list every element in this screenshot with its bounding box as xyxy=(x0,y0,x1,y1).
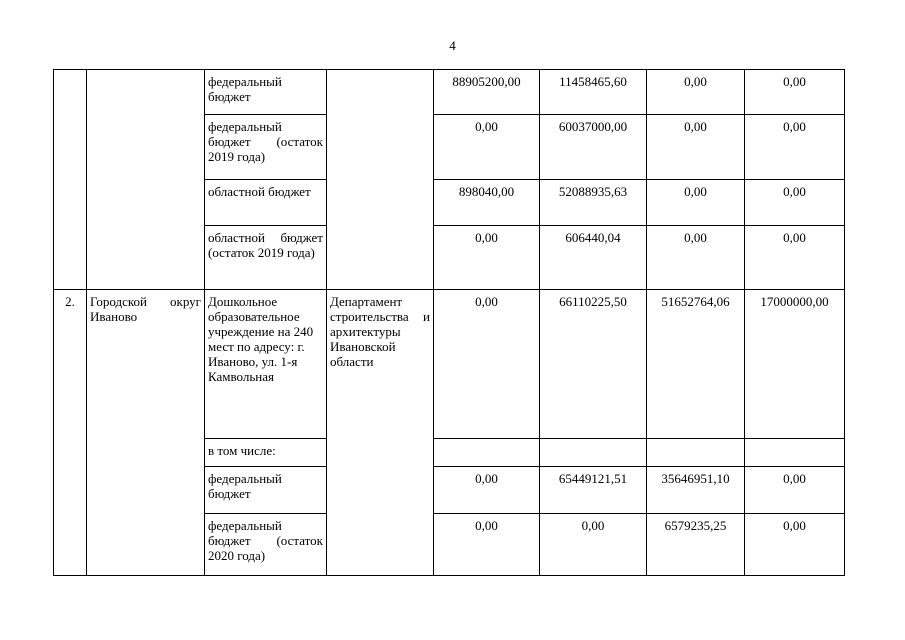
value-cell: 17000000,00 xyxy=(745,290,845,439)
index-cell: 2. xyxy=(54,290,87,576)
value-cell: 52088935,63 xyxy=(540,180,647,226)
funding-source-cell: федеральный бюджет xyxy=(205,467,327,514)
empty-cell xyxy=(540,439,647,467)
municipality-cell: Городской округ Иваново xyxy=(87,290,205,576)
object-name-cell: Дошкольное образовательное учреждение на 240 мест по адресу: г. Иваново, ул. 1-я Камвольная xyxy=(205,290,327,439)
table-row xyxy=(54,290,845,439)
funding-source-cell: федеральный бюджет (остаток 2019 года) xyxy=(205,115,327,180)
empty-cell xyxy=(745,439,845,467)
value-cell: 0,00 xyxy=(647,180,745,226)
funding-source-cell: федеральный бюджет xyxy=(205,70,327,115)
including-label-cell: в том числе: xyxy=(205,439,327,467)
value-cell: 0,00 xyxy=(745,467,845,514)
funding-source-cell: федеральный бюджет (остаток 2020 года) xyxy=(205,514,327,576)
value-cell: 11458465,60 xyxy=(540,70,647,115)
empty-cell xyxy=(434,439,540,467)
value-cell: 0,00 xyxy=(647,115,745,180)
value-cell: 0,00 xyxy=(434,514,540,576)
value-cell: 0,00 xyxy=(745,514,845,576)
value-cell: 88905200,00 xyxy=(434,70,540,115)
value-cell: 35646951,10 xyxy=(647,467,745,514)
value-cell: 0,00 xyxy=(434,226,540,290)
value-cell: 0,00 xyxy=(745,70,845,115)
value-cell: 65449121,51 xyxy=(540,467,647,514)
value-cell: 0,00 xyxy=(434,290,540,439)
value-cell: 0,00 xyxy=(647,226,745,290)
funding-source-cell: областной бюджет (остаток 2019 года) xyxy=(205,226,327,290)
value-cell: 0,00 xyxy=(745,226,845,290)
value-cell: 0,00 xyxy=(434,115,540,180)
value-cell: 898040,00 xyxy=(434,180,540,226)
table-row xyxy=(54,70,845,115)
customer-cell: Департамент строительства и архитектуры Ивановской области xyxy=(327,290,434,576)
value-cell: 0,00 xyxy=(745,180,845,226)
value-cell: 51652764,06 xyxy=(647,290,745,439)
empty-cell xyxy=(647,439,745,467)
value-cell: 0,00 xyxy=(647,70,745,115)
municipality-cell xyxy=(87,70,205,290)
value-cell: 0,00 xyxy=(434,467,540,514)
value-cell: 0,00 xyxy=(745,115,845,180)
index-cell xyxy=(54,70,87,290)
value-cell: 6579235,25 xyxy=(647,514,745,576)
value-cell: 606440,04 xyxy=(540,226,647,290)
funding-source-cell: областной бюджет xyxy=(205,180,327,226)
customer-cell xyxy=(327,70,434,290)
page-number: 4 xyxy=(449,38,456,53)
funding-table xyxy=(53,69,845,576)
value-cell: 0,00 xyxy=(540,514,647,576)
value-cell: 66110225,50 xyxy=(540,290,647,439)
value-cell: 60037000,00 xyxy=(540,115,647,180)
